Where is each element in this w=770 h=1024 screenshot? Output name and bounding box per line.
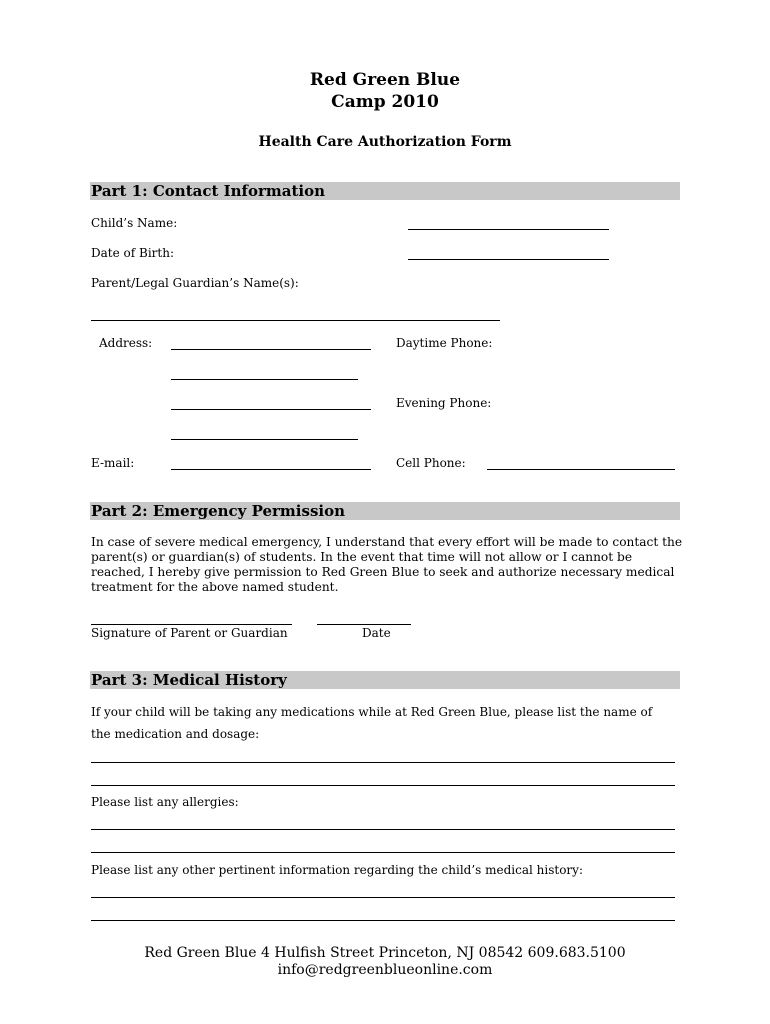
other-info-prompt: Please list any other pertinent information regarding the child’s medical history: [91,863,583,877]
email-field[interactable] [171,469,371,470]
signature-date-field[interactable] [317,624,411,625]
address-label: Address: [99,336,153,350]
footer-address: Red Green Blue 4 Hulfish Street Princeton, NJ 08542 609.683.5100 [144,945,626,961]
child-name-label: Child’s Name: [91,216,178,230]
other-info-line-1[interactable] [91,897,675,898]
cell-phone-label: Cell Phone: [396,456,466,470]
part2-heading: Part 2: Emergency Permission [90,502,680,520]
form-title: Health Care Authorization Form [258,134,512,150]
allergies-line-1[interactable] [91,829,675,830]
daytime-phone-label: Daytime Phone: [396,336,493,350]
emergency-permission-text: In case of severe medical emergency, I understand that every effort will be made to contact the parent(s) or guardian(s) of students. In the event that time will not allow or I cannot be reached, I hereby give permission to Red Green Blue to seek and authorize necessary medical treatment for the above named student. [91,535,683,594]
guardian-name-label: Parent/Legal Guardian’s Name(s): [91,276,299,290]
address-field-3[interactable] [171,409,371,410]
part1-heading: Part 1: Contact Information [90,182,680,200]
guardian-name-field[interactable] [91,320,500,321]
signature-label: Signature of Parent or Guardian [91,626,288,640]
medications-prompt-cont: the medication and dosage: [91,727,260,741]
medications-line-1[interactable] [91,762,675,763]
footer-email: info@redgreenblueonline.com [277,962,493,978]
child-name-field[interactable] [408,229,609,230]
dob-label: Date of Birth: [91,246,174,260]
other-info-line-2[interactable] [91,920,675,921]
evening-phone-label: Evening Phone: [396,396,492,410]
address-field-2[interactable] [171,379,358,380]
cell-phone-field[interactable] [487,469,675,470]
medications-prompt: If your child will be taking any medications while at Red Green Blue, please list the name of [91,705,653,719]
signature-field[interactable] [91,624,292,625]
medications-line-2[interactable] [91,785,675,786]
date-label: Date [362,626,391,640]
camp-name: Red Green Blue [309,70,461,90]
allergies-prompt: Please list any allergies: [91,795,239,809]
allergies-line-2[interactable] [91,852,675,853]
address-field-4[interactable] [171,439,358,440]
email-label: E-mail: [91,456,135,470]
dob-field[interactable] [408,259,609,260]
address-field-1[interactable] [171,349,371,350]
part3-heading: Part 3: Medical History [90,671,680,689]
camp-year: Camp 2010 [331,92,439,112]
